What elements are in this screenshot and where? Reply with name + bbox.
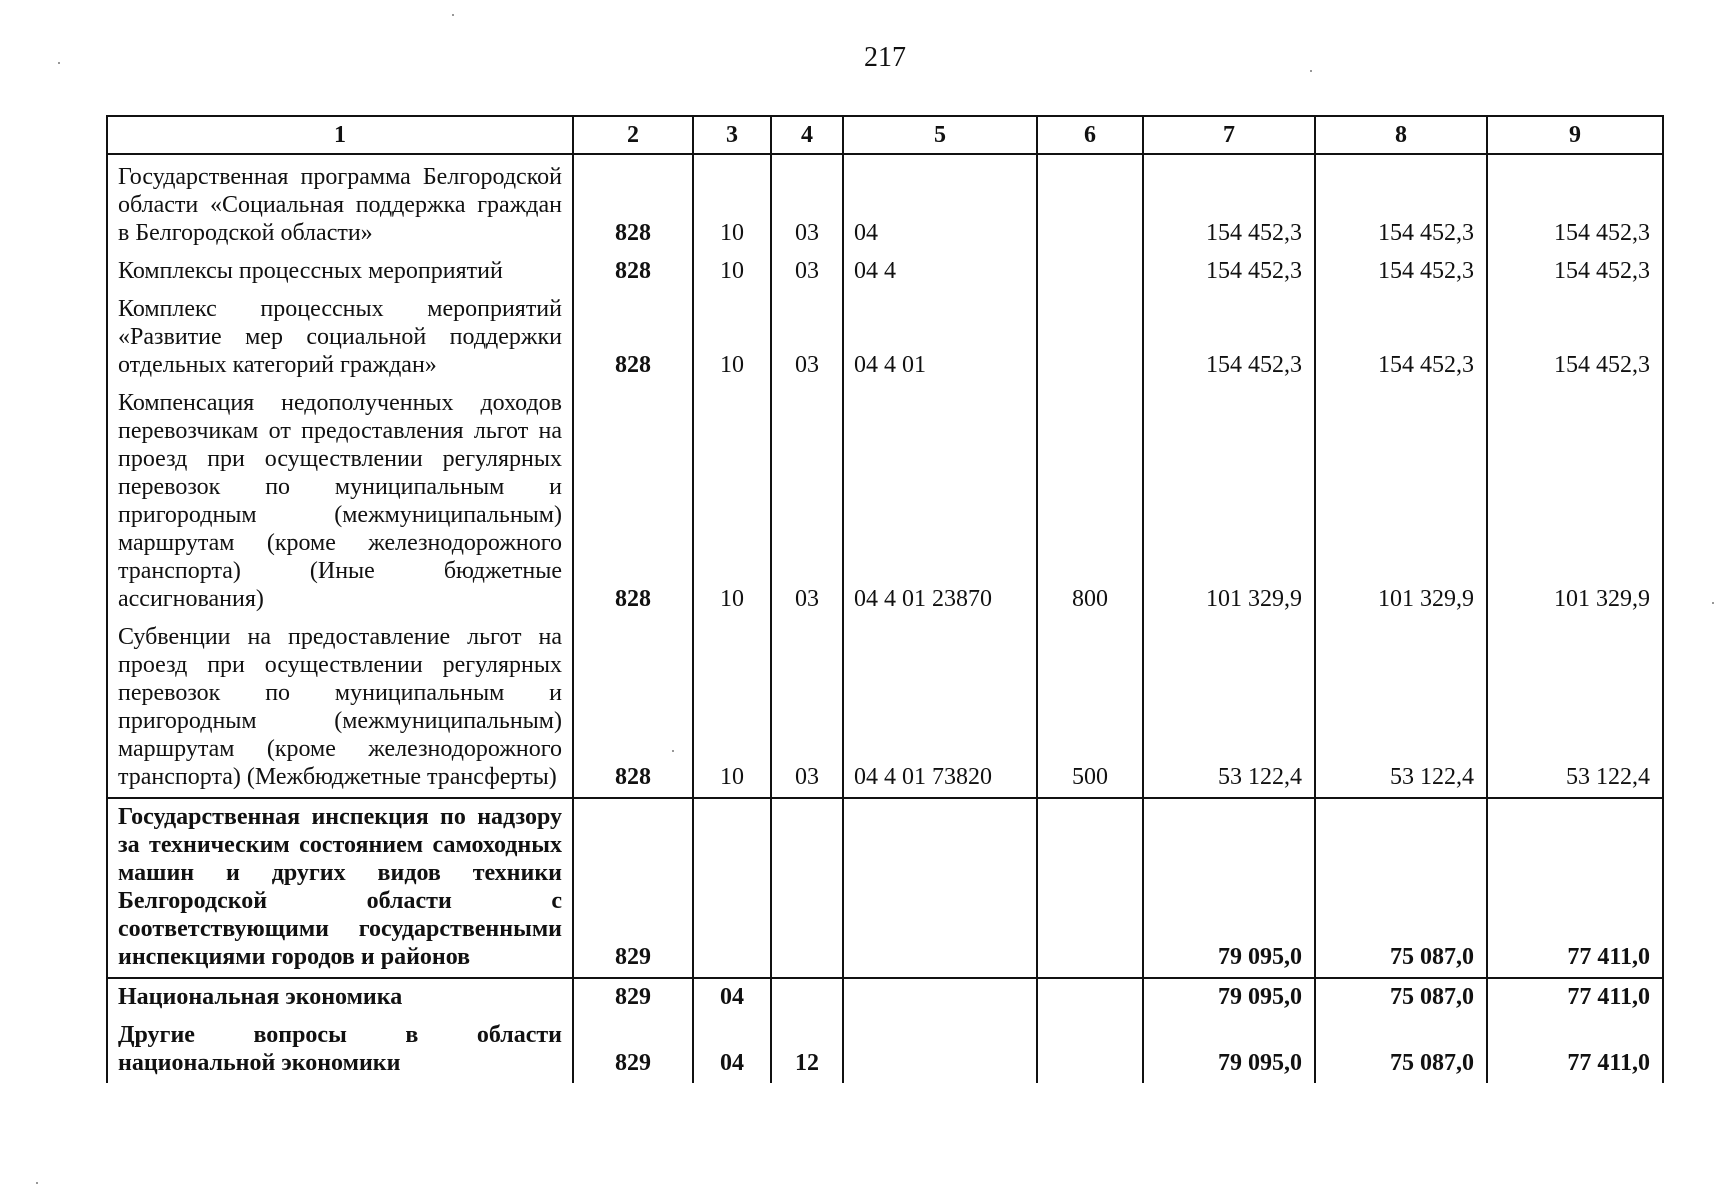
- row-expense-type: [1037, 291, 1143, 385]
- row-value-8: 154 452,3: [1315, 253, 1487, 291]
- row-value-7: 154 452,3: [1143, 291, 1315, 385]
- row-subsection: 03: [771, 291, 843, 385]
- row-target: 04: [843, 154, 1037, 253]
- row-value-9: 53 122,4: [1487, 619, 1663, 798]
- row-code: 829: [573, 1017, 693, 1083]
- table-row: [107, 1017, 1663, 1083]
- row-target: [843, 1017, 1037, 1083]
- row-value-8: 53 122,4: [1315, 619, 1487, 798]
- row-value-7: 154 452,3: [1143, 253, 1315, 291]
- column-header: 2: [573, 116, 693, 154]
- row-value-9: 77 411,0: [1487, 1017, 1663, 1083]
- row-section: 10: [693, 385, 771, 619]
- row-value-9: 77 411,0: [1487, 978, 1663, 1017]
- row-name: Комплексы процессных мероприятий: [107, 253, 573, 291]
- row-section: 10: [693, 154, 771, 253]
- scan-speck: [1712, 602, 1714, 604]
- row-section: 04: [693, 978, 771, 1017]
- row-name: Государственная программа Белгородской области «Социальная поддержка граждан в Белгородской области»: [107, 154, 573, 253]
- table-row: [107, 385, 1663, 619]
- row-value-8: 75 087,0: [1315, 798, 1487, 978]
- row-target: 04 4 01 23870: [843, 385, 1037, 619]
- column-header: 5: [843, 116, 1037, 154]
- row-value-9: 154 452,3: [1487, 291, 1663, 385]
- column-header: 1: [107, 116, 573, 154]
- row-name: Другие вопросы в области национальной экономики: [107, 1017, 573, 1083]
- row-code: 828: [573, 253, 693, 291]
- scan-speck: [58, 62, 60, 64]
- row-section: 10: [693, 619, 771, 798]
- table-row: [107, 291, 1663, 385]
- row-section: 10: [693, 253, 771, 291]
- row-value-7: 79 095,0: [1143, 798, 1315, 978]
- row-expense-type: [1037, 154, 1143, 253]
- column-header: 4: [771, 116, 843, 154]
- row-name: Субвенции на предоставление льгот на проезд при осуществлении регулярных перевозок по муниципальным и пригородным (межмуниципальным) маршрутам (кроме железнодорожного транспорта) (Межбюджетные трансферты): [107, 619, 573, 798]
- row-target: 04 4 01 73820: [843, 619, 1037, 798]
- table-row: [107, 978, 1663, 1017]
- row-value-9: 154 452,3: [1487, 154, 1663, 253]
- row-name: Государственная инспекция по надзору за техническим состоянием самоходных машин и других видов техники Белгородской области с соответствующими государственными инспекциями городов и районов: [107, 798, 573, 978]
- budget-table: [106, 115, 1664, 1083]
- row-value-7: 79 095,0: [1143, 1017, 1315, 1083]
- row-subsection: 03: [771, 619, 843, 798]
- row-expense-type: 500: [1037, 619, 1143, 798]
- table-row: [107, 253, 1663, 291]
- page-number: 217: [864, 42, 906, 73]
- row-value-8: 75 087,0: [1315, 978, 1487, 1017]
- row-code: 829: [573, 978, 693, 1017]
- scan-speck: [1310, 70, 1312, 72]
- row-section: 10: [693, 291, 771, 385]
- row-code: 828: [573, 291, 693, 385]
- row-subsection: 03: [771, 154, 843, 253]
- row-target: [843, 978, 1037, 1017]
- row-subsection: [771, 798, 843, 978]
- row-value-8: 154 452,3: [1315, 154, 1487, 253]
- row-expense-type: [1037, 798, 1143, 978]
- table-row: [107, 154, 1663, 253]
- row-target: 04 4: [843, 253, 1037, 291]
- column-header: 9: [1487, 116, 1663, 154]
- scan-speck: [36, 1182, 38, 1184]
- column-header: 6: [1037, 116, 1143, 154]
- row-value-8: 101 329,9: [1315, 385, 1487, 619]
- row-code: 828: [573, 385, 693, 619]
- table-row: [107, 619, 1663, 798]
- row-subsection: 03: [771, 385, 843, 619]
- column-header: 3: [693, 116, 771, 154]
- table-row: [107, 798, 1663, 978]
- row-code: 829: [573, 798, 693, 978]
- row-section: 04: [693, 1017, 771, 1083]
- row-target: 04 4 01: [843, 291, 1037, 385]
- row-value-7: 154 452,3: [1143, 154, 1315, 253]
- row-code: 828: [573, 154, 693, 253]
- header-row: [107, 116, 1663, 154]
- row-target: [843, 798, 1037, 978]
- row-subsection: 03: [771, 253, 843, 291]
- row-value-7: 53 122,4: [1143, 619, 1315, 798]
- row-expense-type: [1037, 1017, 1143, 1083]
- row-section: [693, 798, 771, 978]
- row-value-7: 101 329,9: [1143, 385, 1315, 619]
- row-value-8: 154 452,3: [1315, 291, 1487, 385]
- row-expense-type: [1037, 978, 1143, 1017]
- scan-speck: [452, 14, 454, 16]
- row-value-9: 77 411,0: [1487, 798, 1663, 978]
- column-header: 7: [1143, 116, 1315, 154]
- row-value-9: 101 329,9: [1487, 385, 1663, 619]
- row-expense-type: 800: [1037, 385, 1143, 619]
- row-name: Компенсация недополученных доходов перевозчикам от предоставления льгот на проезд при осуществлении регулярных перевозок по муниципальным и пригородным (межмуниципальным) маршрутам (кроме железнодорожного транспорта) (Иные бюджетные ассигнования): [107, 385, 573, 619]
- row-name: Комплекс процессных мероприятий «Развитие мер социальной поддержки отдельных категорий граждан»: [107, 291, 573, 385]
- row-subsection: 12: [771, 1017, 843, 1083]
- row-value-8: 75 087,0: [1315, 1017, 1487, 1083]
- row-subsection: [771, 978, 843, 1017]
- row-value-9: 154 452,3: [1487, 253, 1663, 291]
- row-expense-type: [1037, 253, 1143, 291]
- row-value-7: 79 095,0: [1143, 978, 1315, 1017]
- column-header: 8: [1315, 116, 1487, 154]
- row-name: Национальная экономика: [107, 978, 573, 1017]
- row-code: 828: [573, 619, 693, 798]
